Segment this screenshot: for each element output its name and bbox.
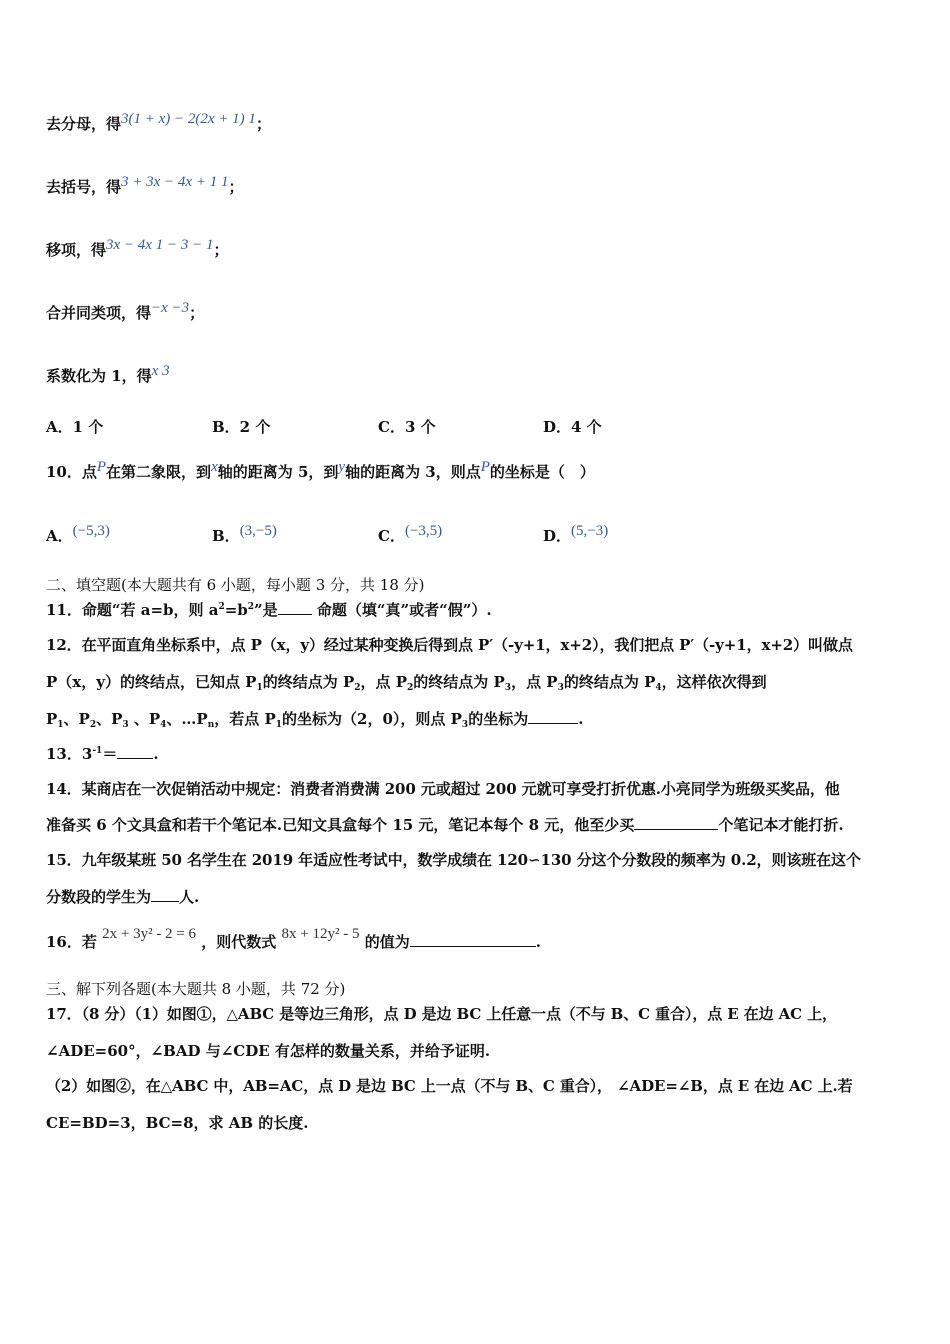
q14-text: 准备买 6 个文具盒和若干个笔记本.已知文具盒每个 15 元，笔记本每个 8 元，他至少买	[46, 816, 635, 834]
subscript: 1	[256, 683, 263, 693]
step-1	[46, 111, 271, 135]
q16-expression: 8x + 12y² - 5	[281, 926, 360, 942]
option-label: C．	[378, 527, 405, 545]
q17-line-3: （2）如图②，在△ABC 中，AB=AC，点 D 是边 BC 上一点（不与 B、C 重合）， ∠ADE=∠B，点 E 在边 AC 上.若	[46, 1077, 853, 1095]
step-5	[46, 363, 170, 387]
q11-text: 命题（填“真”或者“假”）.	[316, 601, 492, 619]
option-label: D．	[543, 527, 572, 545]
q15-line-2	[46, 887, 199, 907]
q10-option-b	[212, 525, 277, 546]
q12-line-3: $P_1$、$P_2$、$P_3$ 、$P_4$、$\dots P_n$，若点 $P_1$的坐标为（2，0），则点 $P_3$的坐标为 .	[46, 710, 584, 730]
option-math: (3,−5)	[239, 523, 277, 539]
q12-line-2	[46, 672, 767, 695]
subscript: 1	[275, 720, 283, 730]
section-3-heading: 三、解下列各题(本大题共 8 小题，共 72 分)	[46, 980, 346, 998]
step-equation: 3(1 + x) − 2(2x + 1) 1	[121, 111, 256, 127]
answer-blank	[151, 887, 179, 902]
q16-text: 16．若	[46, 933, 97, 951]
q9-option-a: A．1 个	[46, 418, 104, 436]
q13-text: .	[153, 745, 159, 763]
subscript: 3	[461, 720, 469, 730]
step-label: 合并同类项，得	[46, 304, 152, 322]
q12-text: P（x，y）的终结点，已知点 P	[46, 673, 257, 691]
superscript: 2	[218, 602, 225, 612]
subscript: 2	[354, 683, 361, 693]
step-label: 系数化为 1，得	[46, 367, 152, 385]
q10-var: y	[338, 459, 346, 475]
q11	[46, 600, 492, 623]
q12-text: 的坐标为（2，0），则点 P	[282, 710, 462, 728]
section-2-heading: 二、填空题(本大题共有 6 小题，每小题 3 分，共 18 分)	[46, 576, 425, 594]
step-equation: 3 + 3x − 4x + 1 1	[121, 174, 229, 190]
q13-text: 13．3	[46, 745, 93, 763]
answer-blank	[634, 815, 718, 830]
subscript: 3	[504, 683, 512, 693]
q9-option-c: C．3 个	[378, 418, 436, 436]
subscript: 2	[89, 720, 97, 730]
q10-option-d	[543, 525, 608, 546]
step-label: 移项，得	[46, 241, 107, 259]
option-math: (−3,5)	[404, 523, 443, 539]
q12-text: 、…P	[166, 710, 208, 728]
q14-line-2	[46, 815, 844, 835]
subscript: n	[207, 720, 215, 730]
q13-text: ＝	[102, 745, 118, 763]
q10-var: P	[96, 459, 107, 475]
subscript: 4	[160, 720, 167, 730]
step-end: ；	[228, 178, 244, 196]
q12-text: 、P	[128, 710, 161, 728]
q10-text: 10．点	[46, 463, 97, 481]
q11-text: ”是	[254, 601, 278, 619]
q12-text: 、P	[63, 710, 90, 728]
q12-text: P	[46, 710, 58, 728]
q14-text: 个笔记本才能打折.	[718, 816, 844, 834]
q16-text: 的值为	[364, 933, 410, 951]
q10-option-c	[378, 525, 442, 546]
q12-text: 、P	[96, 710, 123, 728]
q12-text: 的终结点为 P	[563, 673, 656, 691]
q10-text: 在第二象限，到	[106, 463, 212, 481]
step-end: ；	[255, 115, 271, 133]
step-2	[46, 174, 244, 198]
answer-blank	[528, 709, 578, 724]
q17-line-2: ∠ADE=60°，∠BAD 与∠CDE 有怎样的数量关系，并给予证明.	[46, 1042, 491, 1060]
q12-text: 的坐标为	[468, 710, 529, 728]
step-3	[46, 237, 229, 261]
q13	[46, 744, 159, 767]
q16	[46, 926, 541, 953]
step-equation: 3x − 4x 1 − 3 − 1	[106, 237, 214, 253]
q10-text: 的坐标是（ ）	[489, 463, 595, 481]
option-label: A．	[46, 527, 73, 545]
q14-line-1: 14．某商店在一次促销活动中规定：消费者消费满 200 元或超过 200 元就可享受打折优惠.小亮同学为班级买奖品，他	[46, 780, 840, 798]
q12-line-1: 12．在平面直角坐标系中，点 P（x，y）经过某种变换后得到点 P′（-y+1，x+2），我们把点 P′（-y+1，x+2）叫做点	[46, 636, 853, 654]
option-math: (5,−3)	[571, 523, 609, 539]
q10-var: P	[480, 459, 490, 475]
subscript: 3	[557, 683, 564, 693]
step-label: 去括号，得	[46, 178, 122, 196]
q17-line-4: CE=BD=3，BC=8，求 AB 的长度.	[46, 1114, 309, 1132]
q10-stem	[46, 459, 595, 483]
q11-text: 11．命题“若 a=b，则 a	[46, 601, 219, 619]
q12-text: ，点 P	[360, 673, 408, 691]
q12-text: 的终结点为 P	[262, 673, 355, 691]
option-math: (−5,3)	[72, 523, 110, 539]
step-label: 去分母，得	[46, 115, 122, 133]
q16-equation: 2x + 3y² - 2 = 6	[102, 926, 197, 942]
q12-text: ，这样依次得到	[661, 673, 767, 691]
subscript: 4	[655, 683, 662, 693]
q10-option-a	[46, 525, 110, 546]
answer-blank	[410, 932, 536, 947]
subscript: 2	[407, 683, 414, 693]
q9-option-d: D．4 个	[543, 418, 602, 436]
step-end: ；	[213, 241, 229, 259]
q12-text: ，点 P	[511, 673, 558, 691]
q15-text: 人.	[179, 888, 200, 906]
q17-line-1: 17．（8 分）（1）如图①，△ABC 是等边三角形，点 D 是边 BC 上任意一点（不与 B、C 重合），点 E 在边 AC 上，	[46, 1005, 837, 1023]
option-label: B．	[212, 527, 240, 545]
step-end: ；	[189, 304, 205, 322]
q11-text: =b	[224, 601, 248, 619]
q9-option-b: B．2 个	[212, 418, 271, 436]
q10-text: 轴的距离为 3，则点	[345, 463, 481, 481]
step-equation: −x −3	[151, 300, 190, 316]
subscript: 1	[57, 720, 64, 730]
answer-blank	[278, 600, 312, 615]
answer-blank	[117, 744, 153, 759]
superscript: 2	[247, 602, 255, 612]
q15-text: 分数段的学生为	[46, 888, 152, 906]
superscript: -1	[92, 746, 103, 756]
step-4	[46, 300, 205, 324]
q16-text: .	[535, 933, 541, 951]
q16-text: ，则代数式	[201, 933, 277, 951]
q12-text: 的终结点为 P	[413, 673, 505, 691]
subscript: 3	[122, 720, 129, 730]
q15-line-1: 15．九年级某班 50 名学生在 2019 年适应性考试中，数学成绩在 120∽130 分这个分数段的频率为 0.2，则该班在这个	[46, 851, 861, 869]
step-equation: x 3	[151, 363, 170, 379]
q10-var: x	[211, 459, 218, 475]
q12-text: ，若点 P	[214, 710, 276, 728]
q10-text: 轴的距离为 5，到	[217, 463, 339, 481]
